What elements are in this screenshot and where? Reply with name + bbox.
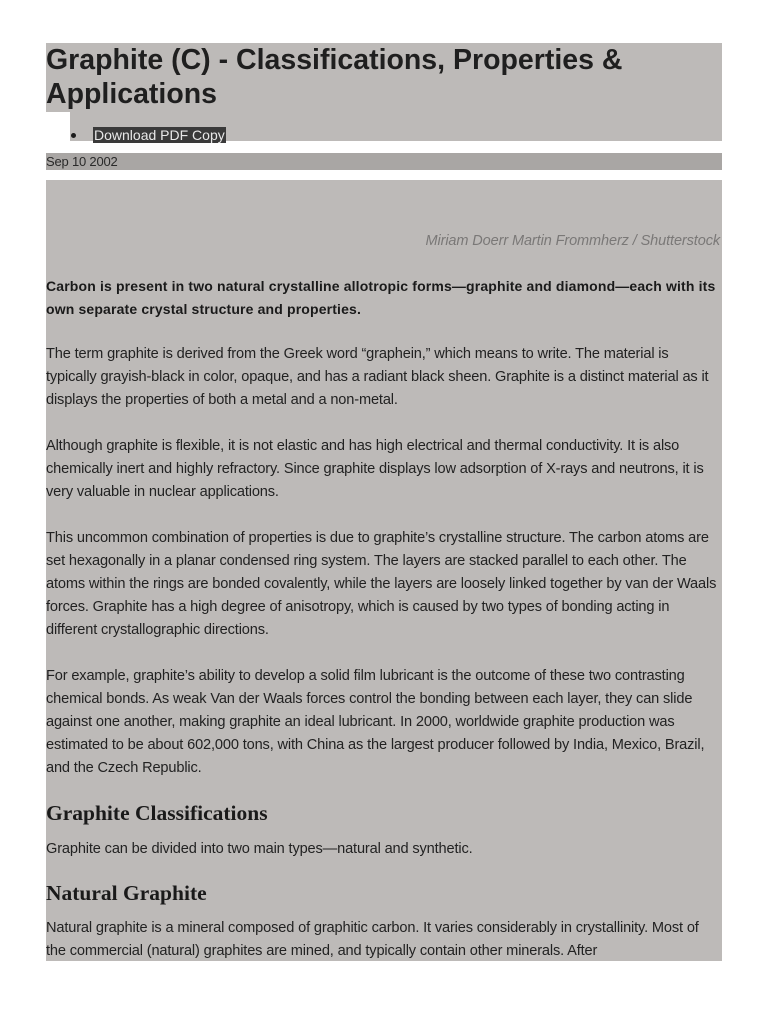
section-heading-natural-graphite: Natural Graphite [46,881,207,905]
lead-paragraph: Carbon is present in two natural crystalline allotropic forms—graphite and diamond—each with its own separate crystal structure and properties. [46,278,716,317]
download-list-item [68,127,226,144]
body-paragraph: This uncommon combination of properties is due to graphite’s crystalline structure. The carbon atoms are set hexagonally in a planar condensed ring system. The layers are stacked parallel to each other. The atoms within the rings are bonded covalently, while the layers are loosely linked together by van der Waals forces. Graphite has a high degree of anisotropy, which is caused by two types of bonding acting in different crystallographic directions. [46,530,717,638]
title-background-gap [46,112,70,141]
publish-date: Sep 10 2002 [46,154,118,169]
body-paragraph: Although graphite is flexible, it is not elastic and has high electrical and thermal conductivity. It is also chemically inert and highly refractory. Since graphite displays low adsorption of X-rays and neutrons, it is very valuable in nuclear applications. [46,438,704,500]
section-heading-classifications: Graphite Classifications [46,801,268,825]
body-paragraph: For example, graphite’s ability to develop a solid film lubricant is the outcome of these two contrasting chemical bonds. As weak Van der Waals forces control the bonding between each layer, they can slide against one another, making graphite an ideal lubricant. In 2000, worldwide graphite production was estimated to be about 602,000 tons, with China as the largest producer followed by India, Mexico, Brazil, and the Czech Republic. [46,668,705,776]
download-list [68,127,226,144]
body-paragraph: The term graphite is derived from the Greek word “graphein,” which means to write. The material is typically grayish-black in color, opaque, and has a radiant black sheen. Graphite is a distinct material as it displays the properties of both a metal and a non-metal. [46,346,709,408]
date-bar [46,153,722,170]
section-text-natural-graphite: Natural graphite is a mineral composed of graphitic carbon. It varies considerably in crystallinity. Most of the commercial (natural) graphites are mined, and typically contain other minerals. After [46,920,699,959]
image-credit: Miriam Doerr Martin Frommherz / Shutterstock [425,233,720,249]
article-body [46,180,722,961]
download-pdf-link[interactable]: Download PDF Copy [94,127,225,143]
bullet-icon [71,133,76,138]
page-title: Graphite (C) - Classifications, Properties & Applications [46,44,623,110]
section-text-classifications: Graphite can be divided into two main types—natural and synthetic. [46,841,473,857]
title-header [46,43,722,141]
